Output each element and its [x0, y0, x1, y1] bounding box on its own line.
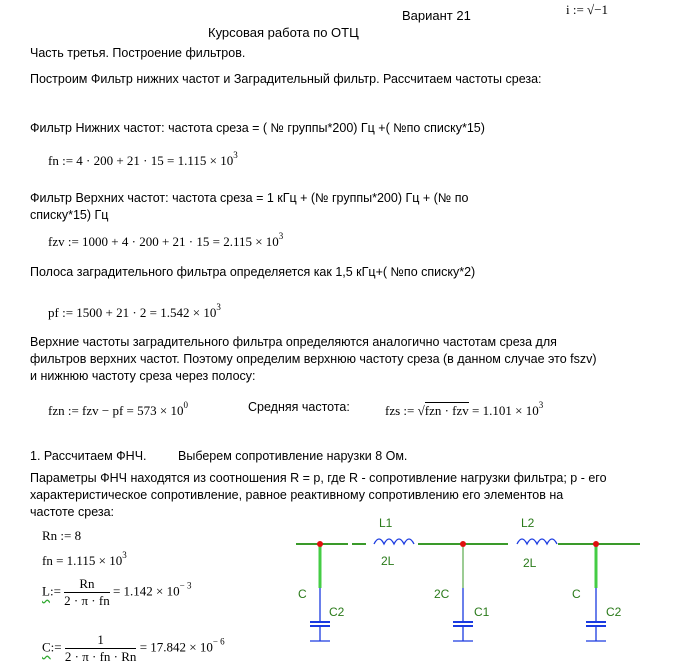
- mid-freq-label: Средняя частота:: [248, 400, 350, 414]
- fn-value: fn = $1.115 \times 10^3$: [42, 550, 127, 568]
- step1-heading: 1. Рассчитаем ФНЧ.: [30, 449, 147, 463]
- fzs-formula: fzs := √fzn · fzv = $1.101 \times 10^3$: [385, 400, 544, 418]
- node-dot: [460, 541, 466, 547]
- label-C2: C2: [329, 605, 345, 619]
- fzv-formula: fzv := $1000 + 4 \cdot 200 + 21 \cdot 15 = 2.115 \times 10^3$: [48, 231, 284, 249]
- lpf-text: Фильтр Нижних частот: частота среза = ( № группы*200) Гц +( №по списку*15): [30, 121, 485, 135]
- label-L1: L1: [379, 516, 393, 530]
- upper-text: Верхние частоты заградительного фильтра определяются аналогично частотам среза для фильтров верхних частот. Поэтому определим верхнюю частоту среза (в данном случае это fszv) и нижнюю частоту среза через полосу:: [30, 335, 597, 383]
- hpf-text: Фильтр Верхних частот: частота среза = 1 кГц + (№ группы*200) Гц + (№ по списку*15) Гц: [30, 191, 469, 222]
- label-C1: C1: [474, 605, 490, 619]
- part-heading: Часть третья. Построение фильтров.: [30, 46, 246, 60]
- label-L2: L2: [521, 516, 535, 530]
- label-C2: C2: [606, 605, 622, 619]
- label-2L: 2L: [523, 556, 537, 570]
- rn-def: Rn := 8: [42, 528, 82, 543]
- label-2L: 2L: [381, 554, 395, 568]
- page-title: Курсовая работа по ОТЦ: [208, 25, 359, 40]
- pf-formula: pf := $1500 + 21 \cdot 2 = 1.542 \times 10^3$: [48, 302, 221, 320]
- band-text: Полоса заградительного фильтра определяется как 1,5 кГц+( №по списку*2): [30, 265, 476, 279]
- node-dot: [593, 541, 599, 547]
- imag-unit-def: i := √−1: [566, 2, 609, 17]
- fzn-formula: fzn := fzv − pf = $573 \times 10^0$: [48, 400, 188, 418]
- C-formula: C:= $\frac{1}{2 \cdot \pi \cdot fn \cdot Rn}$ = $17.842 \times 10^{- 6}$: [42, 632, 225, 664]
- intro-text: Построим Фильтр нижних частот и Заградительный фильтр. Рассчитаем частоты среза:: [30, 72, 542, 86]
- label-2C: 2C: [434, 587, 450, 601]
- node-dot: [317, 541, 323, 547]
- L-formula: L:= $\frac{Rn}{2 \cdot \pi \cdot fn}$ = $1.142 \times 10^{- 3}$: [42, 576, 192, 608]
- load-text: Выберем сопротивление нарузки 8 Ом.: [178, 449, 408, 463]
- label-C: C: [298, 587, 307, 601]
- label-C: C: [572, 587, 581, 601]
- fn-formula: fn := $4 \cdot 200 + 21 \cdot 15 = 1.115 \times 10^3$: [48, 150, 238, 168]
- params-text: Параметры ФНЧ находятся из соотношения R = p, где R - сопротивление нагрузки фильтра; p - его характеристическое сопротивление, равное реактивному сопротивлению его элементов на частоте среза:: [30, 471, 607, 519]
- variant-label: Вариант 21: [402, 8, 471, 23]
